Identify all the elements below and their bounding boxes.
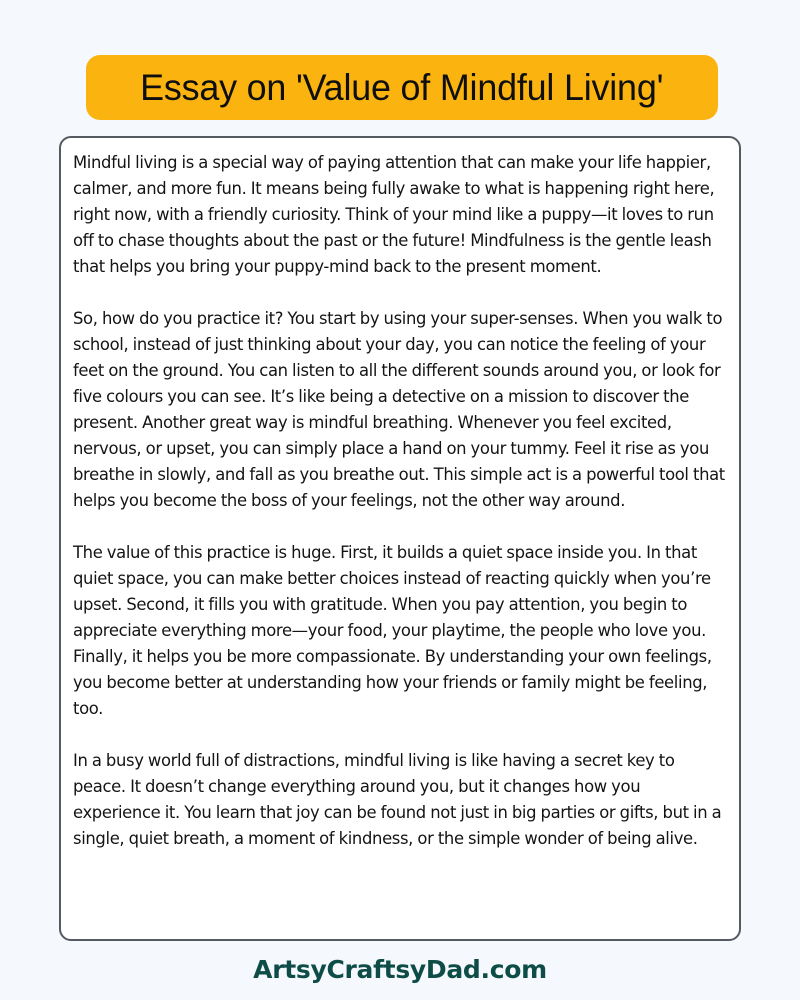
essay-paragraph-4: In a busy world full of distractions, mindful living is like having a secret key to peace. It doesn’t change everything around you, but it changes how you experience it. You learn that joy can be found not just in big parties or gifts, but in a single, quiet breath, a moment of kindness, or the simple wonder of being alive.	[73, 751, 722, 848]
title-banner	[86, 55, 718, 120]
page-title: Essay on 'Value of Mindful Living'	[140, 66, 664, 108]
essay-paragraph-3: The value of this practice is huge. First, it builds a quiet space inside you. In that quiet space, you can make better choices instead of reacting quickly when you’re upset. Second, it fills you with gratitude. When you pay attention, you begin to appreciate everything more—your food, your playtime, the people who love you. Finally, it helps you be more compassionate. By understanding your own feelings, you become better at understanding how your friends or family might be feeling, too.	[73, 543, 712, 718]
essay-card	[59, 136, 741, 941]
essay-paragraph-2: So, how do you practice it? You start by using your super-senses. When you walk to school, instead of just thinking about your day, you can notice the feeling of your feet on the ground. You can listen to all the different sounds around you, or look for five colours you can see. It’s like being a detective on a mission to discover the present. Another great way is mindful breathing. Whenever you feel excited, nervous, or upset, you can simply place a hand on your tummy. Feel it rise as you breathe in slowly, and fall as you breathe out. This simple act is a powerful tool that helps you become the boss of your feelings, not the other way around.	[73, 309, 725, 510]
essay-paragraph-1: Mindful living is a special way of paying attention that can make your life happier, calmer, and more fun. It means being fully awake to what is happening right here, right now, with a friendly curiosity. Think of your mind like a puppy—it loves to run off to chase thoughts about the past or the future! Mindfulness is the gentle leash that helps you bring your puppy-mind back to the present moment.	[73, 153, 715, 276]
footer-site-name: ArtsyCraftsyDad.com	[253, 955, 547, 984]
